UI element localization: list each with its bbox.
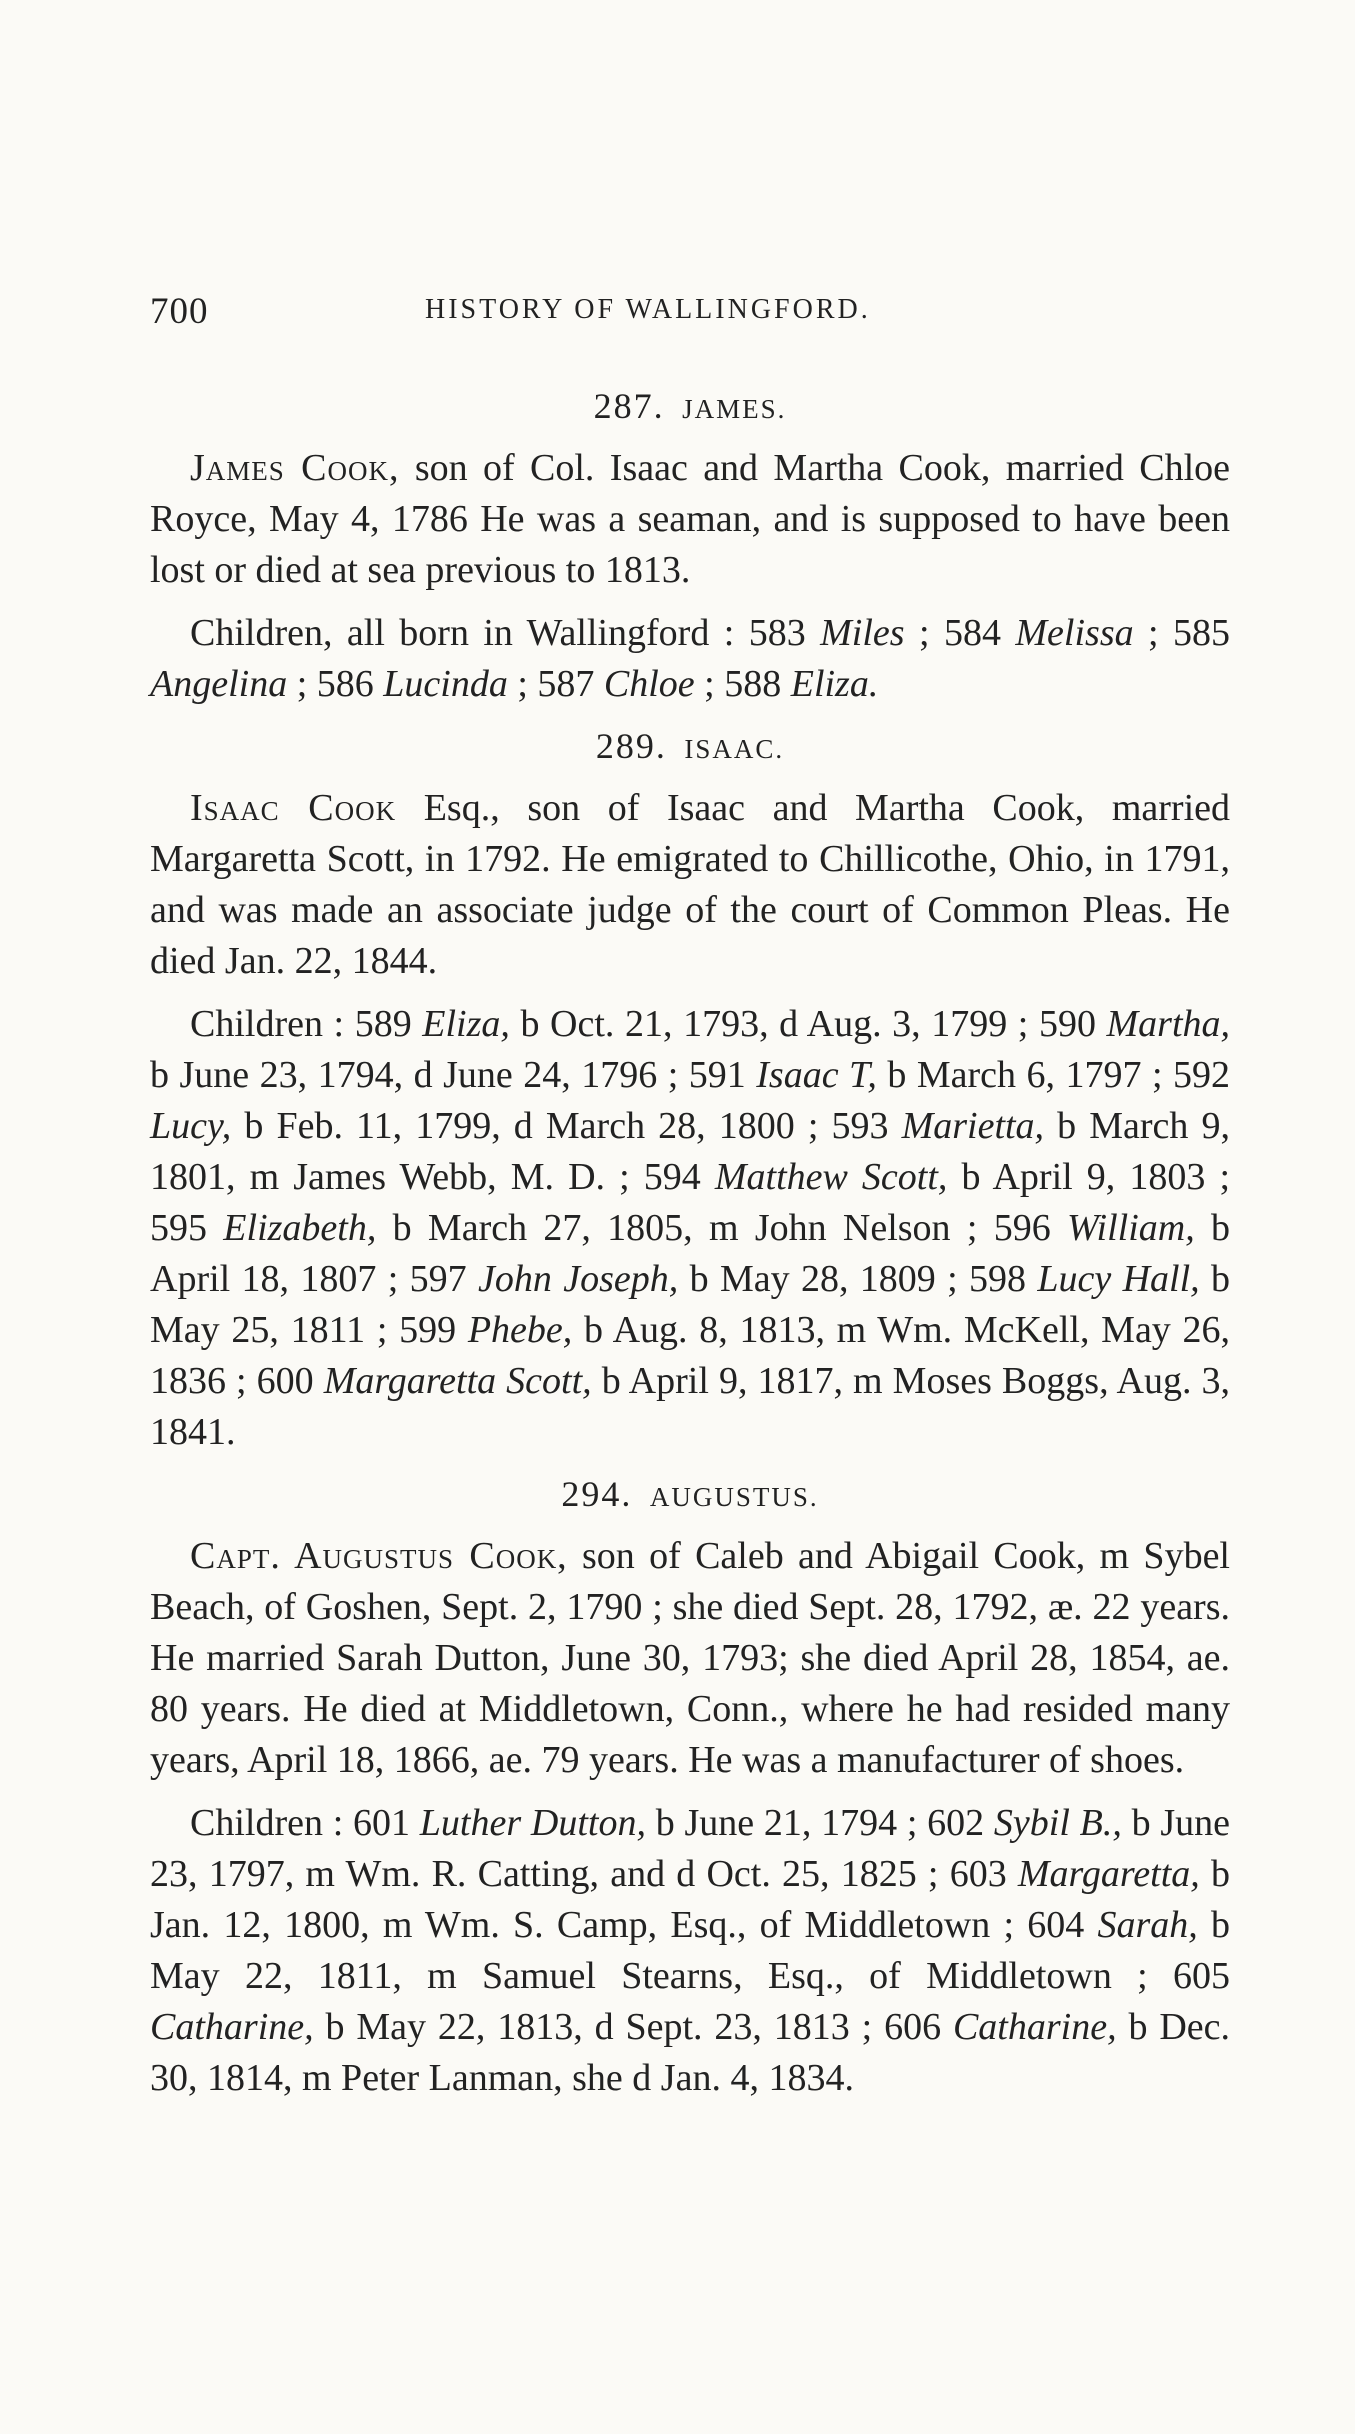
child-number: 597 bbox=[409, 1258, 467, 1300]
child-number: 598 bbox=[969, 1258, 1027, 1300]
child-number: 605 bbox=[1173, 1955, 1230, 1997]
child-detail: b May 25, 1811 ; bbox=[150, 1258, 1231, 1351]
children-intro: Children : bbox=[190, 1802, 354, 1844]
child-number: 602 bbox=[927, 1802, 985, 1844]
child-number: 594 bbox=[643, 1156, 701, 1198]
child-detail: b June 21, 1794 ; bbox=[645, 1802, 928, 1844]
child-detail: b Feb. 11, 1799, d March 28, 1800 ; bbox=[231, 1105, 832, 1147]
section-number: 287. bbox=[593, 386, 665, 426]
child-name: Lucinda bbox=[383, 663, 508, 705]
child-name: Margaretta, bbox=[1017, 1853, 1200, 1895]
child-detail: b June 23, 1797, m Wm. R. Catting, and d Oct. 25, 1825 ; bbox=[150, 1802, 1231, 1895]
children-intro: Children, all born in Wallingford : bbox=[190, 612, 749, 654]
child-detail: b Dec. 30, 1814, m Peter Lanman, she d Jan. 4, 1834. bbox=[150, 2006, 1230, 2099]
child-name: Catharine, bbox=[150, 2006, 314, 2048]
section-name: ISAAC. bbox=[684, 734, 785, 764]
child-number: 601 bbox=[353, 1802, 411, 1844]
child-name: Miles bbox=[820, 612, 905, 654]
child-number: 588 bbox=[724, 663, 782, 705]
child-detail: ; bbox=[287, 663, 317, 705]
child-number: 585 bbox=[1173, 612, 1231, 654]
section-heading-isaac bbox=[150, 724, 1230, 771]
children-paragraph bbox=[150, 1798, 1230, 2104]
child-detail: b Jan. 12, 1800, m Wm. S. Camp, Esq., of Middletown ; bbox=[150, 1853, 1230, 1946]
child-name: Sybil B., bbox=[993, 1802, 1122, 1844]
child-name: Isaac T, bbox=[756, 1054, 877, 1096]
biography-paragraph bbox=[150, 783, 1230, 987]
child-name: Matthew Scott, bbox=[714, 1156, 948, 1198]
page-body bbox=[150, 370, 1230, 2116]
child-detail: b Aug. 8, 1813, m Wm. McKell, May 26, 1836 ; bbox=[150, 1309, 1231, 1402]
children-paragraph bbox=[150, 608, 1230, 710]
child-name: John Joseph, bbox=[478, 1258, 679, 1300]
biography-text: son of Caleb and Abigail Cook, m Sybel Beach, of Goshen, Sept. 2, 1790 ; she died Sept. 28, 1792, æ. 22 years. He married Sarah Dutton, June 30, 1793; she died April 28, 1854, ae. 80 years. He died at Middletown, Conn., where he had resided many years, April 18, 1866, ae. 79 years. He was a manufacturer of shoes. bbox=[150, 1535, 1230, 1781]
section-number: 294. bbox=[561, 1474, 633, 1514]
child-name: Eliza, bbox=[422, 1003, 510, 1045]
person-name: Isaac Cook bbox=[190, 787, 397, 829]
child-detail: ; bbox=[904, 612, 944, 654]
child-number: 593 bbox=[831, 1105, 889, 1147]
child-number: 606 bbox=[884, 2006, 942, 2048]
child-detail: b May 28, 1809 ; bbox=[678, 1258, 970, 1300]
child-name: Angelina bbox=[150, 663, 288, 705]
child-number: 583 bbox=[748, 612, 806, 654]
child-number: 592 bbox=[1173, 1054, 1231, 1096]
child-name: Lucy, bbox=[150, 1105, 232, 1147]
child-name: Lucy Hall, bbox=[1037, 1258, 1200, 1300]
child-detail: b March 9, 1801, m James Webb, M. D. ; bbox=[150, 1105, 1230, 1198]
children-paragraph bbox=[150, 999, 1230, 1458]
page-number: 700 bbox=[150, 291, 209, 332]
child-number: 599 bbox=[399, 1309, 457, 1351]
person-name: James Cook, bbox=[190, 447, 400, 489]
biography-paragraph bbox=[150, 443, 1230, 596]
child-name: Luther Dutton, bbox=[419, 1802, 646, 1844]
child-name: Marietta, bbox=[901, 1105, 1045, 1147]
child-detail: b April 18, 1807 ; bbox=[150, 1207, 1231, 1300]
child-number: 589 bbox=[354, 1003, 412, 1045]
child-detail: b Oct. 21, 1793, d Aug. 3, 1799 ; bbox=[509, 1003, 1039, 1045]
person-name: Capt. Augustus Cook, bbox=[190, 1535, 568, 1577]
biography-text: son of Col. Isaac and Martha Cook, married Chloe Royce, May 4, 1786 He was a seaman, and is supposed to have been lost or died at sea previous to 1813. bbox=[150, 447, 1230, 591]
child-name: Melissa bbox=[1015, 612, 1134, 654]
child-detail: b April 9, 1803 ; bbox=[947, 1156, 1230, 1198]
child-name: Martha, bbox=[1106, 1003, 1231, 1045]
child-number: 584 bbox=[943, 612, 1001, 654]
child-detail: b June 23, 1794, d June 24, 1796 ; bbox=[150, 1054, 689, 1096]
child-name: Catharine, bbox=[952, 2006, 1117, 2048]
section-heading-augustus bbox=[150, 1472, 1230, 1519]
section-number: 289. bbox=[595, 726, 667, 766]
child-number: 604 bbox=[1027, 1904, 1085, 1946]
page-header bbox=[150, 290, 960, 340]
child-name: Chloe bbox=[603, 663, 695, 705]
child-name: Elizabeth, bbox=[223, 1207, 377, 1249]
child-name: Phebe, bbox=[467, 1309, 573, 1351]
section-heading-james bbox=[150, 384, 1230, 431]
child-detail: ; bbox=[507, 663, 538, 705]
child-detail: ; bbox=[1133, 612, 1174, 654]
child-number: 603 bbox=[949, 1853, 1007, 1895]
section-name: JAMES. bbox=[682, 394, 787, 424]
child-name: Margaretta Scott, bbox=[323, 1360, 592, 1402]
biography-paragraph bbox=[150, 1531, 1230, 1786]
child-detail: ; bbox=[694, 663, 725, 705]
child-number: 591 bbox=[688, 1054, 746, 1096]
child-number: 596 bbox=[993, 1207, 1051, 1249]
child-number: 587 bbox=[537, 663, 595, 705]
biography-text: Esq., son of Isaac and Martha Cook, married Margaretta Scott, in 1792. He emigrated to Chillicothe, Ohio, in 1791, and was made an associate judge of the court of Common Pleas. He died Jan. 22, 1844. bbox=[150, 787, 1230, 982]
child-detail: b March 27, 1805, m John Nelson ; bbox=[376, 1207, 994, 1249]
child-name: Sarah, bbox=[1097, 1904, 1198, 1946]
child-detail: b March 6, 1797 ; bbox=[876, 1054, 1174, 1096]
child-number: 586 bbox=[316, 663, 374, 705]
child-name: Eliza. bbox=[790, 663, 879, 705]
running-title: HISTORY OF WALLINGFORD. bbox=[425, 294, 871, 325]
child-number: 600 bbox=[256, 1360, 314, 1402]
child-detail: b May 22, 1811, m Samuel Stearns, Esq., of Middletown ; bbox=[150, 1904, 1231, 1997]
child-detail: b April 9, 1817, m Moses Boggs, Aug. 3, 1841. bbox=[150, 1360, 1231, 1453]
child-number: 595 bbox=[150, 1207, 207, 1249]
child-name: William, bbox=[1067, 1207, 1195, 1249]
child-number: 590 bbox=[1038, 1003, 1096, 1045]
child-detail: b May 22, 1813, d Sept. 23, 1813 ; bbox=[313, 2006, 885, 2048]
section-name: AUGUSTUS. bbox=[649, 1482, 819, 1512]
children-intro: Children : bbox=[190, 1003, 355, 1045]
